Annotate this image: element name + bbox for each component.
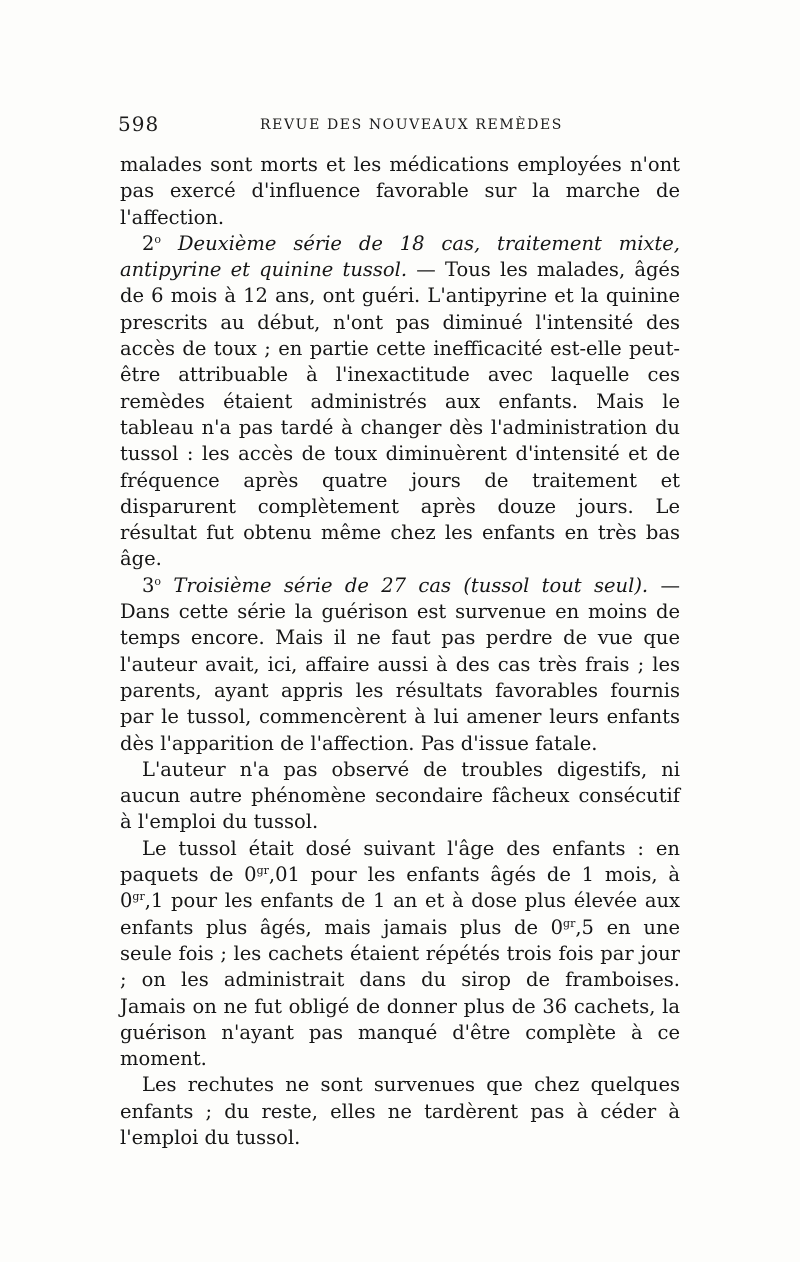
page-number: 598	[118, 112, 160, 136]
paragraph-5	[120, 836, 680, 1073]
gram-unit-1: gr	[256, 864, 269, 878]
series-2-heading: Deuxième série de 18 cas, traitement mixte, antipyrine et quinine tussol.	[120, 231, 680, 282]
dosage-text-c: ,1 pour les enfants de 1 an et à dose plus élevée aux enfants plus âgés, mais jamais plus de 0	[120, 889, 680, 939]
main-text	[120, 152, 680, 1151]
series-3-text: — Dans cette série la guérison est survenue en moins de temps encore. Mais il ne faut pas perdre de vue que l'auteur avait, ici, affaire aussi à des cas très frais ; les parents, ayant appris les résultats favorables fournis par le tussol, commencèrent à lui amener leurs enfants dès l'apparition de l'affection. Pas d'issue fatale.	[120, 573, 680, 755]
degree-mark-3: o	[154, 574, 162, 588]
paragraph-1: malades sont morts et les médications employées n'ont pas exercé d'influence favorable sur la marche de l'affection.	[120, 153, 680, 229]
section-number-3: 3	[142, 573, 155, 597]
degree-mark-2: o	[154, 232, 162, 246]
dosage-text-b: ,01 pour les enfants âgés de 1 mois, à 0	[120, 863, 681, 913]
series-2-text: — Tous les malades, âgés de 6 mois à 12 ans, ont guéri. L'antipyrine et la quinine prescrits au début, n'ont pas diminué l'intensité des accès de toux ; en partie cette inefficacité est-elle peut-être attribuable à l'inexactitude avec laquelle ces remèdes étaient administrés aux enfants. Mais le tableau n'a pas tardé à changer dès l'administration du tussol : les accès de toux diminuèrent d'intensité et de fréquence après quatre jours de traitement et disparurent complètement après douze jours. Le résultat fut obtenu même chez les enfants en très bas âge.	[120, 258, 680, 571]
running-title: REVUE DES NOUVEAUX REMÈDES	[260, 117, 563, 133]
dosage-text-a: Le tussol était dosé suivant l'âge des enfants : en paquets de 0	[120, 836, 680, 887]
running-head	[118, 112, 678, 142]
gram-unit-2: gr	[132, 890, 145, 904]
paragraph-3	[120, 573, 680, 757]
paragraph-2	[120, 231, 680, 573]
dosage-text-d: ,5 en une seule fois ; les cachets étaient répétés trois fois par jour ; on les administrait dans du sirop de framboises. Jamais on ne fut obligé de donner plus de 36 cachets, la guérison n'ayant pas manqué d'être complète à ce moment.	[120, 915, 680, 1071]
gram-unit-3: gr	[563, 916, 576, 930]
series-3-heading: Troisième série de 27 cas (tussol tout seul).	[173, 573, 649, 597]
paragraph-4: L'auteur n'a pas observé de troubles digestifs, ni aucun autre phénomène secondaire fâcheux consécutif à l'emploi du tussol.	[120, 757, 680, 834]
paragraph-6: Les rechutes ne sont survenues que chez quelques enfants ; du reste, elles ne tardèrent pas à céder à l'emploi du tussol.	[120, 1073, 680, 1149]
section-number-2: 2	[142, 231, 155, 255]
